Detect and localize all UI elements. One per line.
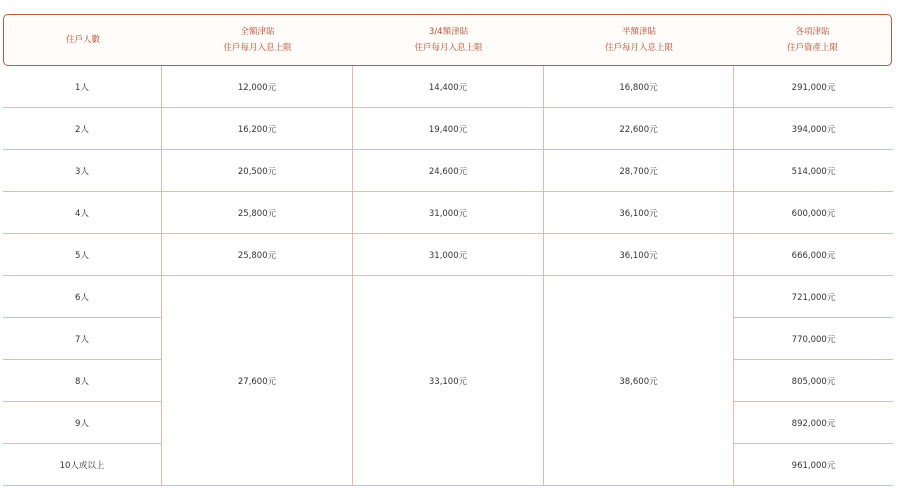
persons-cell: 3人 (3, 150, 161, 192)
persons-cell: 5人 (3, 234, 161, 276)
header-full-title: 全額津貼 (240, 27, 275, 37)
header-half-subtitle: 住戶每月入息上限 (604, 43, 673, 53)
persons-cell: 1人 (3, 66, 161, 108)
three-quarter-allowance-cell: 31,000元 (353, 234, 543, 276)
persons-cell: 7人 (3, 318, 161, 360)
header-half-title: 半額津貼 (621, 27, 656, 37)
half-allowance-cell: 16,800元 (544, 66, 733, 108)
persons-cell: 4人 (3, 192, 161, 234)
asset-limit-cell: 394,000元 (734, 108, 893, 150)
three-quarter-allowance-cell: 14,400元 (353, 66, 543, 108)
persons-cell: 6人 (3, 276, 161, 318)
header-asset-title: 各項津貼 (795, 27, 830, 37)
half-allowance-cell: 36,100元 (544, 234, 733, 276)
three-quarter-allowance-cell: 19,400元 (353, 108, 543, 150)
three-quarter-allowance-cell: 24,600元 (353, 150, 543, 192)
full-allowance-cell: 25,800元 (162, 234, 352, 276)
header-full-subtitle: 住戶每月入息上限 (223, 43, 292, 53)
header-asset-subtitle: 住戶資產上限 (786, 43, 838, 53)
full-allowance-cell: 12,000元 (162, 66, 352, 108)
merged-full-allowance-cell: 27,600元 (162, 276, 352, 486)
merged-three-quarter-allowance-cell: 33,100元 (353, 276, 543, 486)
merged-half-allowance-cell: 38,600元 (544, 276, 733, 486)
full-allowance-cell: 20,500元 (162, 150, 352, 192)
asset-limit-cell: 805,000元 (734, 360, 893, 402)
asset-limit-cell: 291,000元 (734, 66, 893, 108)
asset-limit-cell: 514,000元 (734, 150, 893, 192)
header-three-quarter-title: 3/4額津貼 (428, 27, 469, 37)
half-allowance-cell: 28,700元 (544, 150, 733, 192)
asset-limit-cell: 721,000元 (734, 276, 893, 318)
asset-limit-cell: 600,000元 (734, 192, 893, 234)
header-persons-label: 住戶人數 (65, 35, 100, 45)
persons-cell: 10人或以上 (3, 444, 161, 486)
asset-limit-cell: 666,000元 (734, 234, 893, 276)
asset-limit-cell: 892,000元 (734, 402, 893, 444)
half-allowance-cell: 36,100元 (544, 192, 733, 234)
asset-limit-cell: 961,000元 (734, 444, 893, 486)
persons-cell: 2人 (3, 108, 161, 150)
asset-limit-cell: 770,000元 (734, 318, 893, 360)
full-allowance-cell: 16,200元 (162, 108, 352, 150)
three-quarter-allowance-cell: 31,000元 (353, 192, 543, 234)
full-allowance-cell: 25,800元 (162, 192, 352, 234)
header-three-quarter-subtitle: 住戶每月入息上限 (414, 43, 483, 53)
persons-cell: 9人 (3, 402, 161, 444)
persons-cell: 8人 (3, 360, 161, 402)
half-allowance-cell: 22,600元 (544, 108, 733, 150)
